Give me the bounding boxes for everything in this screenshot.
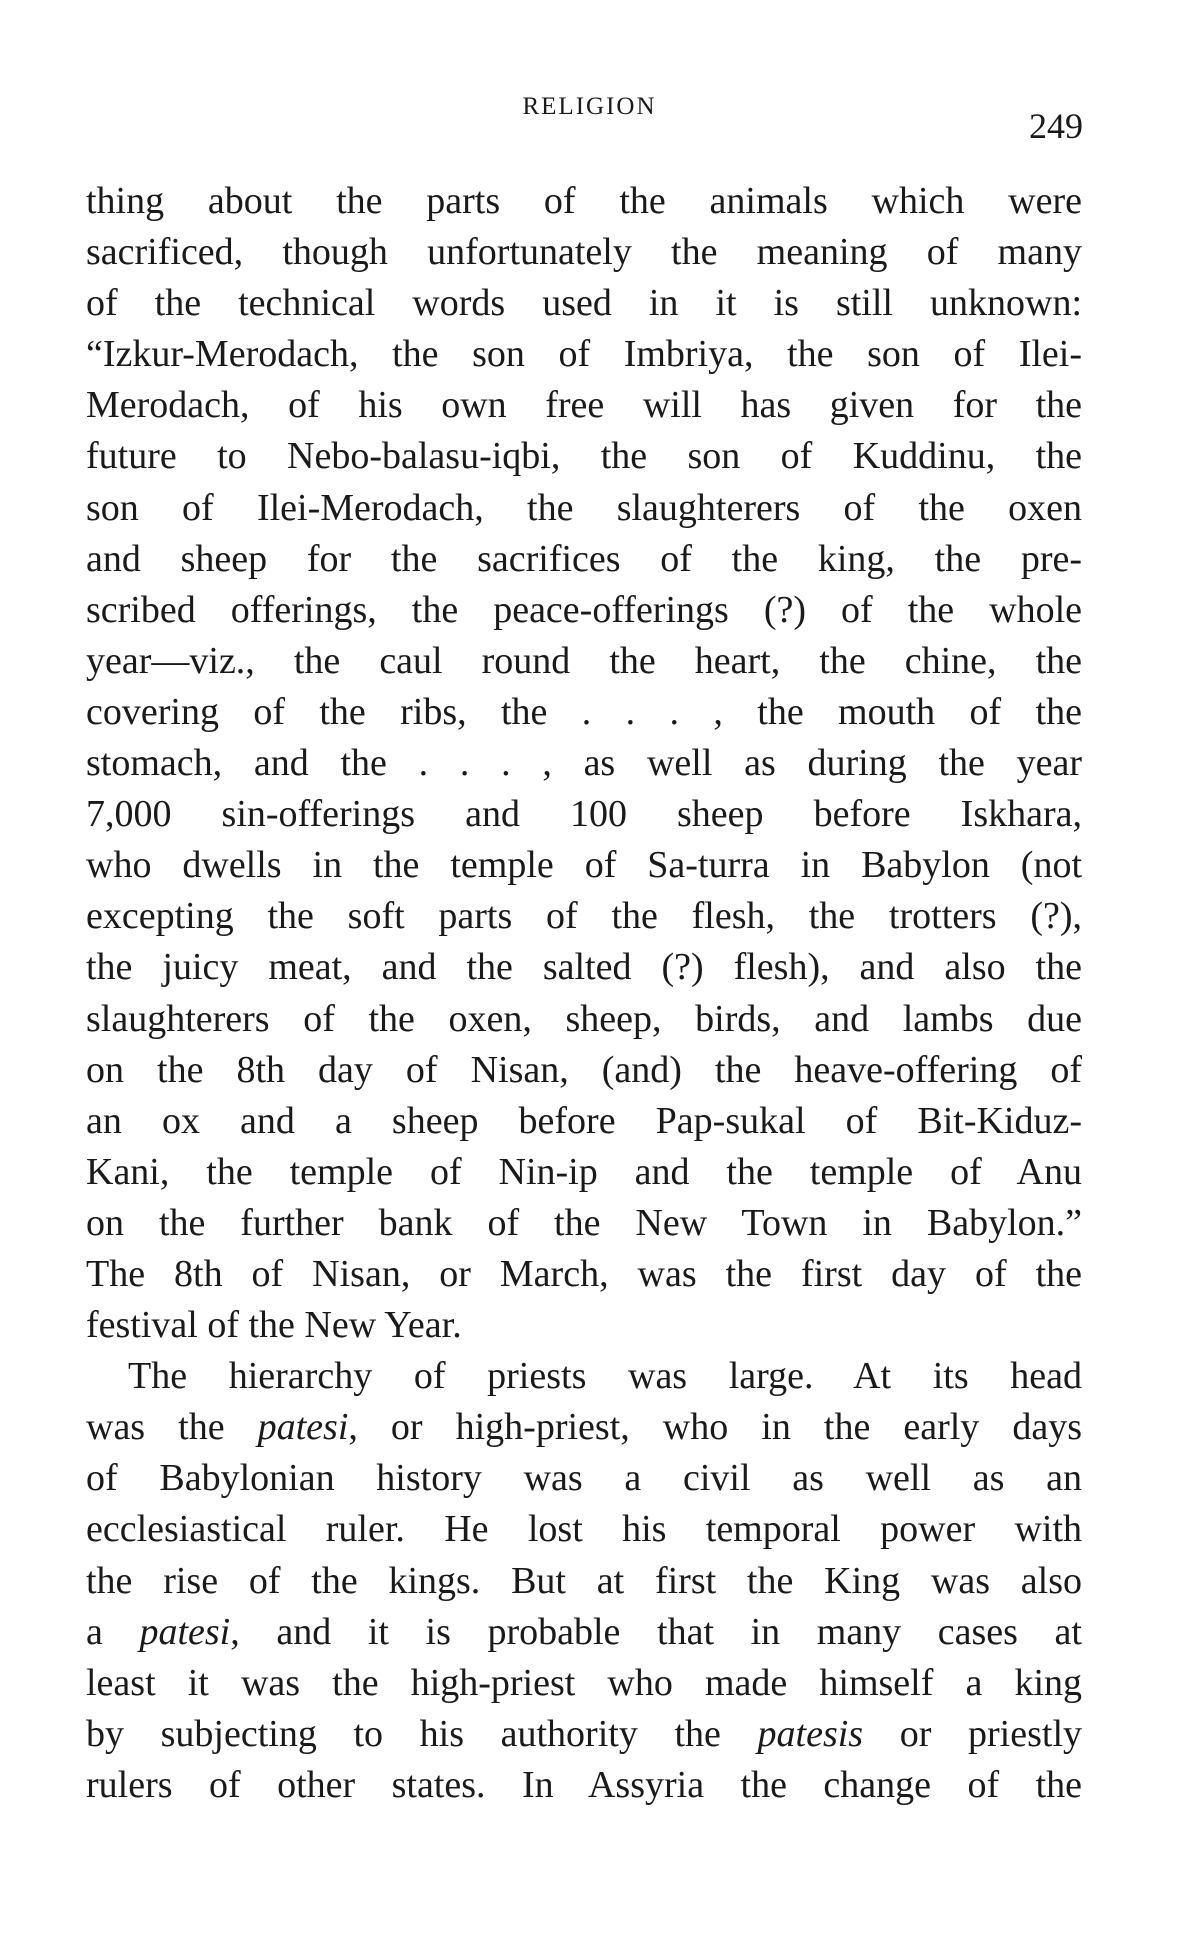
italic-term: patesi [257, 1406, 349, 1449]
text-line: slaughterers of the oxen, sheep, birds, and lambs due [86, 997, 1082, 1040]
text-line: and sheep for the sacrifices of the king, the pre- [86, 537, 1082, 580]
text-line: of the technical words used in it is still unknown: [86, 282, 1082, 325]
running-head: RELIGION [522, 93, 657, 120]
paragraph-2 [86, 1351, 1082, 1811]
text-line: the juicy meat, and the salted (?) flesh), and also the [86, 946, 1082, 989]
text-run: or priestly [863, 1712, 1082, 1755]
text-line: who dwells in the temple of Sa-turra in Babylon (not [86, 844, 1082, 887]
page-number: 249 [1029, 106, 1083, 146]
text-run: , or high-priest, who in the early days [348, 1406, 1082, 1449]
italic-term: patesis [757, 1712, 864, 1755]
text-line: future to Nebo-balasu-iqbi, the son of Kuddinu, the [86, 435, 1082, 478]
paragraph-1 [86, 176, 1082, 1351]
text-line: “Izkur-Merodach, the son of Imbriya, the son of Ilei- [86, 333, 1082, 376]
text-line: thing about the parts of the animals which were [86, 180, 1082, 222]
text-line: son of Ilei-Merodach, the slaughterers of the oxen [86, 486, 1082, 529]
text-line: year—viz., the caul round the heart, the chine, the [86, 639, 1082, 682]
text-line: festival of the New Year. [86, 1304, 462, 1347]
text-run: was the [86, 1406, 258, 1449]
text-line: on the further bank of the New Town in Babylon.” [86, 1201, 1082, 1244]
text-line: covering of the ribs, the . . . , the mouth of the [86, 690, 1082, 733]
body-text [86, 176, 1082, 1811]
text-line: on the 8th day of Nisan, (and) the heave-offering of [86, 1048, 1082, 1091]
text-line-with-italic [86, 1607, 1082, 1658]
text-line: excepting the soft parts of the flesh, the trotters (?), [86, 895, 1082, 938]
text-line: The 8th of Nisan, or March, was the first day of the [86, 1252, 1082, 1295]
text-line: an ox and a sheep before Pap-sukal of Bit-Kiduz- [86, 1099, 1082, 1142]
text-line: Merodach, of his own free will has given for the [86, 384, 1082, 427]
text-line: scribed offerings, the peace-offerings (?) of the whole [86, 588, 1082, 631]
text-line: rulers of other states. In Assyria the change of the [86, 1763, 1082, 1806]
italic-term: patesi [139, 1610, 231, 1653]
text-line: Kani, the temple of Nin-ip and the temple of Anu [86, 1150, 1082, 1193]
text-run: a [86, 1610, 140, 1653]
text-line: The hierarchy of priests was large. At its head [128, 1355, 1082, 1398]
text-line: 7,000 sin-offerings and 100 sheep before Iskhara, [86, 793, 1082, 836]
text-run: by subjecting to his authority the [86, 1712, 758, 1755]
text-line: sacrificed, though unfortunately the meaning of many [86, 231, 1082, 274]
text-run: , and it is probable that in many cases at [230, 1610, 1082, 1653]
text-line-with-italic [86, 1709, 1082, 1760]
text-line: ecclesiastical ruler. He lost his temporal power with [86, 1508, 1082, 1551]
text-line: least it was the high-priest who made himself a king [86, 1661, 1082, 1704]
text-line-with-italic [86, 1402, 1082, 1453]
text-line: the rise of the kings. But at first the King was also [86, 1559, 1082, 1602]
text-line: stomach, and the . . . , as well as during the year [86, 742, 1082, 785]
text-line: of Babylonian history was a civil as well as an [86, 1457, 1082, 1500]
